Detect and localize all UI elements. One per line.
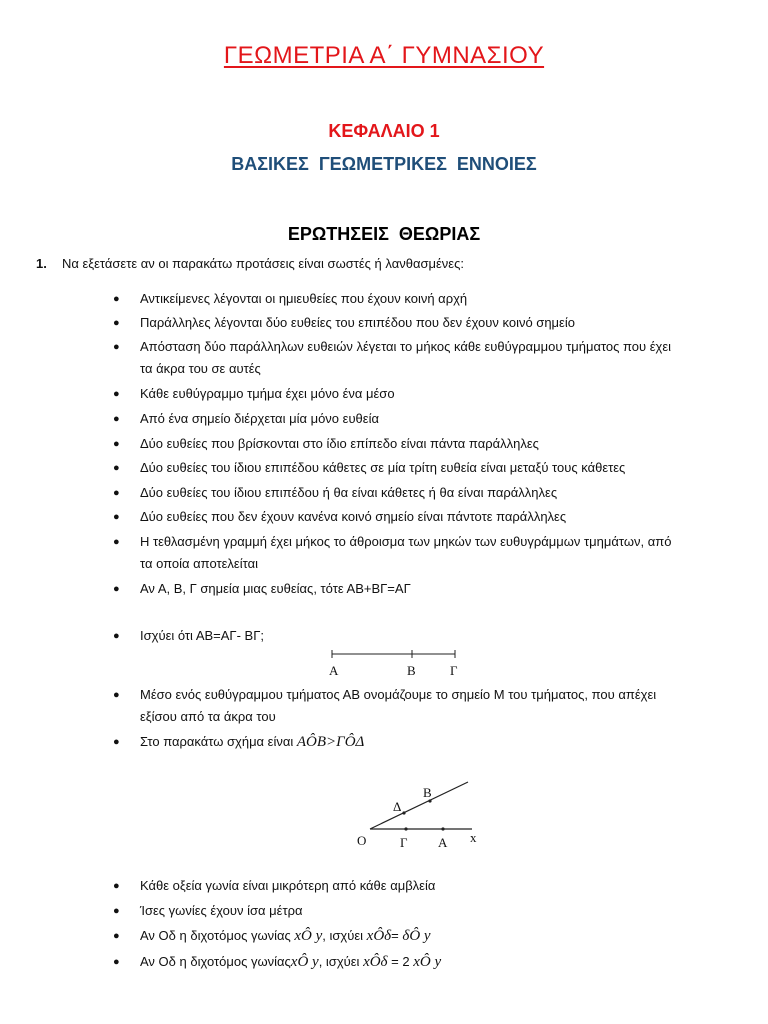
bullet-icon: ●	[113, 388, 120, 400]
point-label-o: Ο	[357, 833, 367, 848]
bullet-icon: ●	[113, 341, 120, 353]
point-label-x: x	[470, 830, 477, 845]
bullet-icon: ●	[113, 511, 120, 523]
bullet-icon: ●	[113, 736, 120, 748]
segment-figure	[320, 646, 470, 686]
bullet-icon: ●	[113, 930, 120, 942]
bullet-icon: ●	[113, 630, 120, 642]
angle-expression: δÔ y	[402, 928, 431, 944]
ray-ob	[370, 782, 468, 829]
document-title: ΓΕΩΜΕΤΡΙΑ Α΄ ΓΥΜΝΑΣΙΟΥ	[223, 42, 545, 69]
angle-expression: xÔδ	[363, 954, 388, 970]
angle-expression: AÔB>ΓÔΔ	[296, 734, 365, 750]
point-d-dot	[402, 811, 405, 814]
chapter-heading: ΚΕΦΑΛΑΙΟ 1	[328, 121, 440, 141]
bullet-icon: ●	[113, 956, 120, 968]
angle-expression: xÔδ	[366, 928, 392, 944]
bullet-icon: ●	[113, 905, 120, 917]
bullet-icon: ●	[113, 536, 120, 548]
chapter-subtitle: ΒΑΣΙΚΕΣ ΓΕΩΜΕΤΡΙΚΕΣ ΕΝΝΟΙΕΣ	[231, 154, 537, 174]
angle-expression: xÔ y	[294, 928, 323, 944]
angle-expression: xÔ y	[413, 954, 442, 970]
point-label-b: Β	[407, 663, 416, 678]
question-text: Να εξετάσετε αν οι παρακάτω προτάσεις είναι σωστές ή λανθασμένες:	[62, 256, 464, 271]
question-number: 1.	[36, 256, 47, 271]
angle-figure	[352, 776, 492, 856]
question-1	[36, 256, 464, 271]
point-label-a: Α	[438, 835, 448, 850]
point-label-g: Γ	[400, 835, 408, 850]
bullet-icon: ●	[113, 413, 120, 425]
bullet-icon: ●	[113, 317, 120, 329]
bullet-icon: ●	[113, 462, 120, 474]
point-label-g: Γ	[450, 663, 458, 678]
bullet-icon: ●	[113, 487, 120, 499]
bullet-icon: ●	[113, 689, 120, 701]
point-label-b: Β	[423, 785, 432, 800]
bullet-icon: ●	[113, 438, 120, 450]
bullet-icon: ●	[113, 583, 120, 595]
section-heading: ΕΡΩΤΗΣΕΙΣ ΘΕΩΡΙΑΣ	[287, 224, 481, 244]
point-g-dot	[404, 827, 407, 830]
bullet-icon: ●	[113, 880, 120, 892]
bullet-icon: ●	[113, 293, 120, 305]
angle-expression: xÔ y	[290, 954, 319, 970]
document-page: ΓΕΩΜΕΤΡΙΑ Α΄ ΓΥΜΝΑΣΙΟΥ ΚΕΦΑΛΑΙΟ 1 ΒΑΣΙΚΕΣ ΓΕΩΜΕΤΡΙΚΕΣ ΕΝΝΟΙΕΣ ΕΡΩΤΗΣΕΙΣ ΘΕΩΡΙΑΣ 1. Να εξετάσετε αν οι παρακάτω προτάσεις είναι σωστές ή λανθασμένες: ● Αντικείμενες λέγονται οι ημιευθείες που έχουν κοινή αρχή ● Παράλληλες λέγονται δύο ευθείες του επιπέδου που δεν έχουν κοινό σημείο ● Απόσταση δύο παράλληλων ευθειών λέγεται το μήκος κάθε ευθύγραμμου τμήματος που έχει τα άκρα του σε αυτές ● Κάθε ευθύγραμμο τμήμα έχει μόνο ένα μέσο ● Από ένα σημείο διέρχεται μία μόνο ευθεία ● Δύο ευθείες που βρίσκονται στο ίδιο επίπεδο είναι πάντα παράλληλες ● Δύο ευθείες του ίδιου επιπέδου κάθετες σε μία τρίτη ευθεία είναι μεταξύ τους κάθετες ● Δύο ευθείες του ίδιου επιπέδου ή θα είναι κάθετες ή θα είναι παράλληλες ● Δύο ευθείες που δεν έχουν κανένα κοινό σημείο είναι πάντοτε παράλληλες ● Η τεθλασμένη γραμμή έχει μήκος το άθροισμα των μηκών των ευθυγράμμων τμημάτων, από τα οποία αποτελείται ● Αν Α, Β, Γ σημεία μιας ευθείας, τότε ΑΒ+ΒΓ=ΑΓ ● Ισχύει ότι ΑΒ=ΑΓ- ΒΓ; Α Β Γ ● Μέσο ενός ευθύγραμμου τμήματος ΑΒ ονομάζουμε το σημείο Μ του τμήματος, που απέχει εξίσου από τα άκρα του ● Στο παρακάτω σχήμα είναι AÔB>ΓÔΔ Ο Δ Β Γ Α x ● Κάθε οξεία γωνία είναι μικρότερη από κάθε αμβλεία ● Ίσες γωνίες έχουν ίσα μέτρα ● Αν Οδ η διχοτόμος γωνίας xÔ y, ισχύει xÔδ= δÔ y ● Αν Οδ η διχοτόμος γωνίαςxÔ y, ισχύει xÔδ = 2 xÔ y	[0, 0, 768, 1024]
point-label-a: Α	[329, 663, 339, 678]
point-label-d: Δ	[393, 799, 402, 814]
point-a-dot	[441, 827, 444, 830]
